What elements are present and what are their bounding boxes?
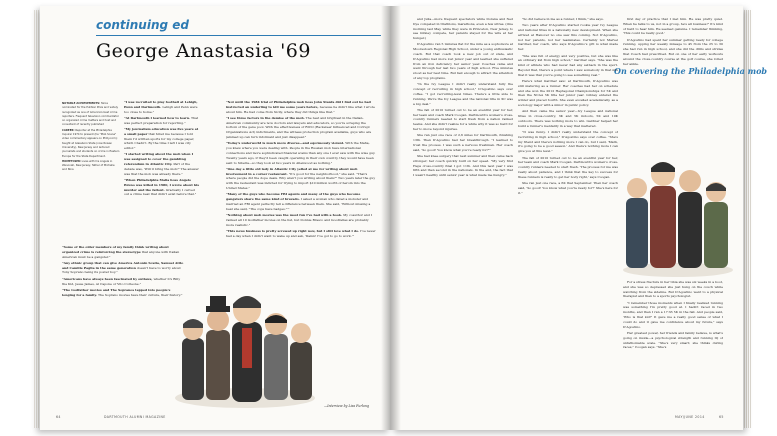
quote-paragraph (226, 192, 376, 211)
article-paragraph: And then came the senior year—Ivy League and national titles in cross-country, 3K and 5K indoors, 5K and 10K outdoors. There was nothing more to win. Gardner helped her build a runner's mentality in a way that mattered. (518, 109, 618, 128)
quote-body: whether it's Billy the Kid, Jesse James, Al Capone or Vito Corleone." (62, 276, 181, 286)
article-column-3 (623, 17, 723, 127)
bio-box (62, 101, 120, 227)
quote-paragraph (124, 100, 200, 114)
quote-paragraph (62, 288, 184, 298)
bio-text: Reporter at the Philadelphia Inquirer 1974 to present (he "Mob Scene" video commentary appears on Philly.com); taught at Glassboro State (now Rowan University), New Jersey and lectured journalists and students on crime in Eastern Europe for the State Department. (62, 127, 120, 158)
byline: —Interview by Lisa Furlong (324, 404, 369, 408)
bio-text: Lives with his Angela in Wenonah, New Jersey; father of Michelle and Nina (62, 158, 115, 172)
quote-paragraph (124, 127, 200, 151)
quote-body: that hired me because I told them I'd written sports for my college paper, which I hadn't. By the time I left I was city editor." (124, 131, 195, 151)
folio-issue-date: MAY/JUNE 2014 (675, 415, 705, 419)
quote-lead: "Today's underworld is much more diverse—and eqormously violent. (226, 141, 345, 146)
bio-career (62, 128, 120, 158)
quote-paragraph (62, 261, 184, 275)
article-paragraph: She had knee surgery that next summer and then came back stronger; her coach quickly built on her speed. "My very first Heps cross-country final I got 11th. And this next year I was fifth and then second in the nationals. In the end, the fact that I wasn't healthy until senior year is what made me hungry." (413, 154, 513, 178)
article-paragraph: The fall of 2010 turned out to be an eventful year for her, her team and coach Mark Coogan. Dartmouth's women's cross-country runners needed to start fresh. 'The process for me was really about patience, and I think that the key to success for these runners is really to get her body right,' says Coogan. (518, 155, 618, 179)
quote-lead: "Many of the guys who become FBI agents and many of the guys who become gangsters share the same kind of bravado. (226, 192, 361, 202)
article-paragraph: "She was full of energy and very positive, but she was like an ordinary kid from high school," Gardner says. "She was the kind of athlete who had never had any setback in the sport. Beyond that, there's a point where I saw somebody in that mix that it was that you're going to see something real." (518, 53, 618, 77)
article-paragraph: "In the Ivy League I didn't really understand fully the concept of recruiting in high school," D'Agostino says over coffee. "I got recruiting-level times. There's a little side to running. We're the Ivy League and the national title in XC was a big deal." (413, 82, 513, 106)
quote-paragraph (124, 178, 200, 197)
quote-lead: "Americans have always been fascinated by outlaws, (62, 276, 153, 281)
bio-label: HOMETOWN: (62, 158, 81, 163)
article-paragraph: D'Agostino had spent her summer getting ready for college running, upping her weekly mileage to 45 from the 25 to 30 she had run in high school, and she did the drills and strides that Coach had prescribed. But on one of her early workouts around the cross-country course at the golf course, she rolled her ankle. (623, 37, 723, 66)
bio-label: NOTABLE ACHIEVEMENTS: (62, 101, 101, 105)
quote-paragraph (226, 100, 376, 114)
quote-body: That was perfect preparation for reporting." (124, 115, 199, 125)
quote-paragraph (124, 152, 200, 176)
quote-body: that anyone with Italian American must be a gangster." (62, 249, 180, 259)
quote-body: doesn't have to worry about Tony Soprano being its poster boy." (62, 265, 181, 275)
quote-body: With the Mafia, you knew where you were dealing with. People in the Russian mob have international connections and more sophisticated financial scams than any one I ever saw with the wise guy. Twenty years ago, if they'd been caught operating in their own country, they would have been sent to Siberia—so they look at two years in Allenwood as nothing." (226, 141, 376, 165)
article-paragraph: She ran just one race of 2,6 miles for Dartmouth, finishing 13th. Then D'Agostino had her breakthrough. "I learned to trust the process. I was such a nervous freshman. Her coach said, 'So good! You know what you're ready for?'" (413, 133, 513, 152)
quote-body: The best and brightest in the Italian-American community are now doctors and lawyers and educators, so you're scraping the bottom of the gene pool. With the effectiveness of RICO (Racketeer Influenced and Corrupt Organizations Act) indictments, and the witness protection program available, guys who are jammed up can turn informant and just disappear." (226, 115, 372, 140)
quote-body: Gradually I carved out a crime beat that didn't exist before that." (124, 187, 197, 197)
quote-body: "It's good for the neighborhood," she said. "That's where people did the dope deals. Why aren't you writing about them?" Two years later the guy with the restaurant was indicted for trying to import $10 million worth of heroin into the United States." (226, 171, 376, 191)
bio-hometown (62, 159, 120, 172)
quote-lead: "The Godfather movies and The Sopranos tapped into people's longing for a family. (62, 287, 171, 297)
quote-paragraph (62, 277, 184, 287)
bio-label: CAREER: (62, 127, 75, 132)
section-tag: continuing ed (96, 18, 189, 32)
runners-illustration (620, 128, 736, 278)
section-rule (96, 35, 381, 36)
bio-text: Twice nominated for the Pulitzer Prize and widely recognized as one of America's best crime reporters. Frequent television commentator on organized crime matters and host and consultant of recently published (62, 101, 119, 127)
quote-paragraph (124, 116, 200, 126)
quote-body: I asked a woman who dated a mobster and married an FBI agent perfectly tell a difference between them. She said, 'Without missing a beat she said, "The cops have badges."'" (226, 197, 371, 211)
quote-lead: "Not until the 1984 trial of Philadelphia mob boss John Stanfa did I find out he had instructed an underling to kill me some years before, (226, 100, 371, 109)
article-column-3-lower (623, 280, 723, 406)
quote-lead: "At Dartmouth I learned how to learn. (124, 115, 191, 120)
quote-body: The Soprano movies have their culture, their history." (96, 292, 183, 297)
folio-magazine-name: DARTMOUTH ALUMNI MAGAZINE (104, 415, 166, 419)
quote-lead: "Some of the older members of my family think writing about organized crime is reinforcing the stereotype (62, 245, 169, 254)
article-paragraph: and Julia—more frequent spectators while Dorena and Ned Dye competed in triathlons, marathons, even a few ultras. (One morning last May, while they were in Princeton, New Jersey, to see Gibney compete, her parents stayed for the wife at her hunger.) (413, 17, 513, 41)
article-paragraph: She ran just one race, a 6K that September. Then her coach said, 'So good! You know what you're ready for?' She's here for it." (518, 181, 618, 195)
article-column-1 (413, 17, 513, 407)
bio-achievements (62, 101, 120, 127)
article-paragraph: first day of practice that I met him. He was pretty quiet. When he talks to us, not in a group, he's all business!" It's kind of hard to hear him. He seemed genuine. I remember thinking, 'This could be really good.' (623, 17, 723, 36)
quote-column-2 (226, 100, 376, 255)
quote-body: Lehigh and Penn were too close to home." (124, 104, 198, 114)
quote-lead: "This news business is pretty screwed up right now, but I still love what I do. (226, 228, 360, 233)
quote-column-lower (62, 245, 184, 405)
article-paragraph: The fall of 2010 turned out to be an eventful year for her, her team and coach Mark Coogan. Dartmouth's women's cross-country runners needed to start fresh from a nation ranked teams. And she didn't realize for a while why it was so hard for her to move beyond injuries. (413, 107, 513, 132)
folio-page-number: 64 (56, 415, 61, 419)
quote-paragraph (226, 229, 376, 239)
quote-column-1 (124, 100, 200, 255)
article-paragraph: Two years after D'Agostino started rookie year Ivy League and national titles in a nationally new development. When she arrived at Hanover no one saw this coming. Not D'Agostino, not her parents, not her teammates. Certainly not Marvel Gardner, her coach, who says D'Agostino's grit is what made her. (518, 23, 618, 52)
quote-lead: "Any ethnic group that can give America Antonin Scalia, Samuel Alito and Camille Paglia in the same generation (62, 260, 184, 270)
article-paragraph: "It was funny. I didn't really understand the concept of recruiting in high school," D'Agostino says over coffee. "She's my friend and there's nothing more I can do, but I said, 'Mark, it's going to be a good season.' And there's nothing more I can give you at this level." (518, 130, 618, 154)
quote-lead: "Nothing about mob movies was the most fun I've had with a book. (226, 213, 343, 218)
page-gutter (381, 6, 401, 430)
caricature-illustration (170, 258, 320, 408)
quote-paragraph (226, 213, 376, 227)
article-column-2 (518, 17, 618, 407)
deck: On covering the Philadelphia mob (614, 66, 767, 76)
quote-lead: "I see three factors in the demise of the mob. (226, 115, 305, 120)
article-paragraph: D'Agostino ran 5 minutes flat for the mile as a sophomore at Moorestown Regional High School, under a young enthusiastic coach. But that coach took a new job out of state, and D'Agostino had more lost junior year and learned she suffered from an iron deficiency her senior year. Coaches came and went through her last two years of high school. Five minutes stood as her best time. But fast enough to attract the attention of any top programs. (413, 42, 513, 81)
quote-lead: "I was recruited to play football at Lehigh, Penn and Dartmouth. (124, 100, 198, 109)
quote-body: because he didn't like what I wrote about him. He had come from Sicily, where they did things like that." (226, 104, 375, 114)
quote-lead: "My journalism education was five years at a small paper (124, 126, 199, 136)
quote-lead: "When Philadelphia Mafia boss Angelo Bruno was killed in 1980, I wrote about his murder and the fallout. (124, 177, 200, 192)
quote-body: Part of the debate was, 'Will it bring the mob?' The answer was that the mob was already there." (124, 162, 199, 176)
article-paragraph: Her greatest power, her friends and family believe, is what's going on inside—a psychological strength and running IQ of unfathomable scale. "She's very smart; she thinks during races," Coogan says. "She's (623, 330, 723, 350)
quote-body: My coauthor and I ranked all 10 Godfather movies on the list, but Donnie Brasco and Goodfellas are probably more realistic." (226, 213, 373, 227)
quote-paragraph (226, 116, 376, 140)
article-paragraph: For a stress fracture in her tibia she was six weeks in a boot, and she was so depressed she just hung on the couch while watching from the sideline. But D'Agostino went to a physical therapist and then to a sports psychologist. (623, 280, 723, 299)
folio-page-number-right: 65 (719, 415, 724, 419)
quote-body: I've never had a day when I didn't want to wake up and ask, 'Damn! I've got to go to work.'" (226, 228, 376, 238)
quote-paragraph (226, 141, 376, 165)
quote-lead: "I started writing about the mob when I was assigned to cover the gambling referendum in Atlantic City. (124, 152, 194, 167)
article-paragraph: "So did believe in me as a runner, I think," she says. (522, 17, 604, 21)
quote-paragraph (62, 245, 184, 259)
headline: George Anastasia '69 (96, 40, 311, 62)
quote-lead: "One day a little old lady in Atlantic City yelled at me for writing about mob involvement in a corner restaurant. (226, 166, 358, 176)
article-paragraph: Here's what Gardner saw: at Dartmouth, D'Agostino was still maturing as a runner. Her coaches had her on schedule and she won the 2012 Heptagonal Championships for 5K and then the NCAA 5K title her junior year. Gibney entered the winter and placed fourth. She even excelled academically, as a sociology major with a minor in public policy. (518, 79, 618, 108)
article-paragraph: "I remember those moments when I finally realized running was something I'm pretty good at. I hadn't raced in two months, and then I ran a 17:33 5K in the fall. And people said, 'Who is that kid?' It gave me a really good sense of what I could do and it gave me confidence about my future," says D'Agostino. (623, 300, 723, 329)
quote-paragraph (226, 167, 376, 191)
